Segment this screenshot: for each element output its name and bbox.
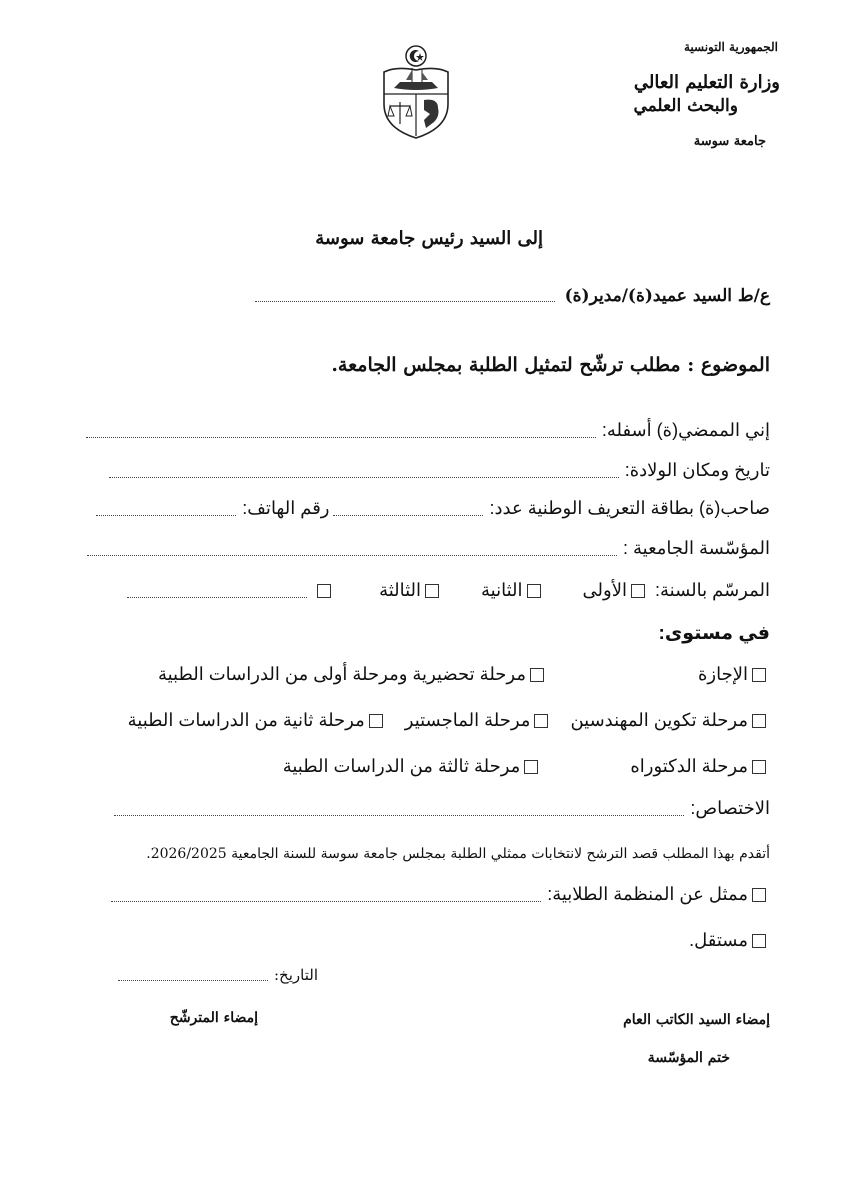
id-phone-row [96, 498, 770, 519]
undersigned-label: إني الممضي(ة) أسفله: [601, 420, 770, 440]
institution-row [87, 538, 770, 559]
level-master-checkbox[interactable] [534, 714, 548, 728]
id-card-field[interactable] [333, 514, 483, 516]
phone-field[interactable] [96, 514, 236, 516]
ministry-line-1: وزارة التعليم العالي [633, 72, 780, 93]
level-doctorate-label: مرحلة الدكتوراه [630, 756, 748, 776]
level-row-2 [128, 710, 770, 731]
date-row [118, 966, 318, 984]
institution-stamp-label: ختم المؤسّسة [647, 1050, 730, 1066]
level-licence-checkbox[interactable] [752, 668, 766, 682]
undersigned-row [86, 420, 770, 441]
level-medical-3-label: مرحلة ثالثة من الدراسات الطبية [282, 756, 521, 776]
independent-row [689, 930, 770, 951]
year-3-label: الثالثة [379, 580, 422, 600]
enrolled-year-label: المرسّم بالسنة: [654, 580, 770, 600]
org-rep-row [111, 884, 770, 905]
independent-checkbox[interactable] [752, 934, 766, 948]
year-other-field[interactable] [127, 596, 307, 598]
level-engineering-label: مرحلة تكوين المهندسين [570, 710, 748, 730]
year-1-checkbox[interactable] [631, 584, 645, 598]
institution-field[interactable] [87, 554, 617, 556]
date-label: التاريخ: [274, 966, 318, 984]
level-medical-1-checkbox[interactable] [530, 668, 544, 682]
level-medical-1-label: مرحلة تحضيرية ومرحلة أولى من الدراسات الطبية [157, 664, 526, 684]
year-3-checkbox[interactable] [425, 584, 439, 598]
institution-label: المؤسّسة الجامعية : [623, 538, 770, 558]
level-medical-3-checkbox[interactable] [524, 760, 538, 774]
org-rep-field[interactable] [111, 900, 541, 902]
candidacy-statement: أتقدم بهذا المطلب قصد الترشح لانتخابات ممثلي الطلبة بمجلس جامعة سوسة للسنة الجامعية 2026/2025. [146, 846, 770, 862]
date-field[interactable] [118, 979, 268, 981]
level-medical-2-label: مرحلة ثانية من الدراسات الطبية [127, 710, 365, 730]
id-card-label: صاحب(ة) بطاقة التعريف الوطنية عدد: [489, 498, 770, 518]
addressee-via-row [255, 286, 770, 306]
specialty-field[interactable] [114, 814, 684, 816]
university-name: جامعة سوسة [693, 134, 766, 149]
level-master-label: مرحلة الماجستير [404, 710, 531, 730]
birth-row [109, 460, 770, 481]
republic-header: الجمهورية التونسية [683, 40, 778, 54]
ministry-line-2: والبحث العلمي [633, 96, 738, 116]
level-row-1 [158, 664, 770, 685]
level-doctorate-checkbox[interactable] [752, 760, 766, 774]
independent-label: مستقل. [689, 930, 748, 950]
phone-label: رقم الهاتف: [242, 498, 330, 518]
org-rep-label: ممثل عن المنظمة الطلابية: [547, 884, 748, 904]
addressee-via: ع/ط السيد عميد(ة)/مدير(ة) [564, 286, 770, 306]
org-rep-checkbox[interactable] [752, 888, 766, 902]
dean-name-field[interactable] [255, 300, 555, 302]
year-2-label: الثانية [481, 580, 523, 600]
specialty-label: الاختصاص: [690, 798, 770, 818]
level-row-3 [283, 756, 770, 777]
undersigned-field[interactable] [86, 436, 596, 438]
coat-of-arms-icon [376, 42, 456, 142]
secretary-general-signature-label: إمضاء السيد الكاتب العام [623, 1012, 770, 1028]
level-medical-2-checkbox[interactable] [369, 714, 383, 728]
addressee-to: إلى السيد رئيس جامعة سوسة [315, 228, 543, 249]
level-title: في مستوى: [658, 623, 770, 644]
candidate-signature-label: إمضاء المترشّح [169, 1010, 258, 1026]
year-1-label: الأولى [582, 580, 627, 600]
birth-field[interactable] [109, 476, 619, 478]
enrolled-year-row [127, 580, 770, 601]
year-2-checkbox[interactable] [527, 584, 541, 598]
specialty-row [114, 798, 770, 819]
level-licence-label: الإجازة [697, 664, 748, 684]
subject-line: الموضوع : مطلب ترشّح لتمثيل الطلبة بمجلس الجامعة. [331, 354, 770, 376]
level-engineering-checkbox[interactable] [752, 714, 766, 728]
birth-label: تاريخ ومكان الولادة: [624, 460, 770, 480]
year-other-checkbox[interactable] [317, 584, 331, 598]
